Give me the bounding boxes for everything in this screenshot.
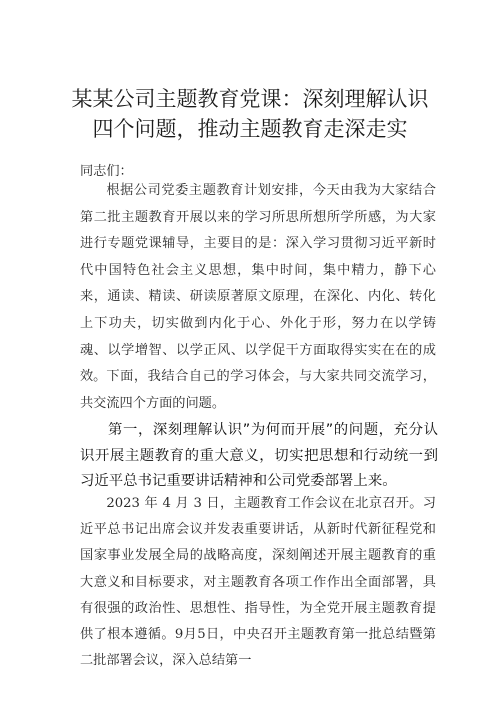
salutation: 同志们：	[80, 164, 133, 179]
intro-paragraph: 根据公司党委主题教育计划安排，今天由我为大家结合第二批主题教育开展以来的学习所思所想所学所感，为大家进行专题党课辅导，主要目的是：深入学习贯彻习近平新时代中国特色社会主义思想，集中时间，集中精力，静下心来，通读、精读、研读原著原文原理，在深化、内化、转化上下功夫，切实做到内化于心、外化于形，努力在以学铸魂、以学增智、以学正风、以学促干方面取得实实在在的成效。	[80, 183, 436, 385]
body-paragraph: 2023 年 4 月 3 日，主题教育工作会议在北京召开。习近平总书记出席会议并发表重要讲话，从新时代新征程党和国家事业发展全局的战略高度，深刻阐述开展主题教育的重大意义和目标要求，对主题教育各项工作作出全面部署，具有很强的政治性、思想性、指导性，为全党开展主题教育提供了根本遵循。9月5日，中央召开主题教育第一批总结暨第二批部署会议，深入总结第一	[80, 496, 436, 669]
transition-paragraph: 下面，我结合自己的学习体会，与大家共同交流学习，共交流四个方面的问题。	[80, 369, 436, 411]
document-title-line-2: 四个问题，推动主题教育走深走实	[92, 117, 408, 141]
document-title-line-1: 某某公司主题教育党课：深刻理解认识	[71, 87, 429, 111]
section-heading-1: 第一，深刻理解认识”为何而开展”的问题，充分认识开展主题教育的重大意义，切实把思想和行动统一到习近平总书记重要讲话精神和公司党委部署上来。	[80, 422, 438, 489]
